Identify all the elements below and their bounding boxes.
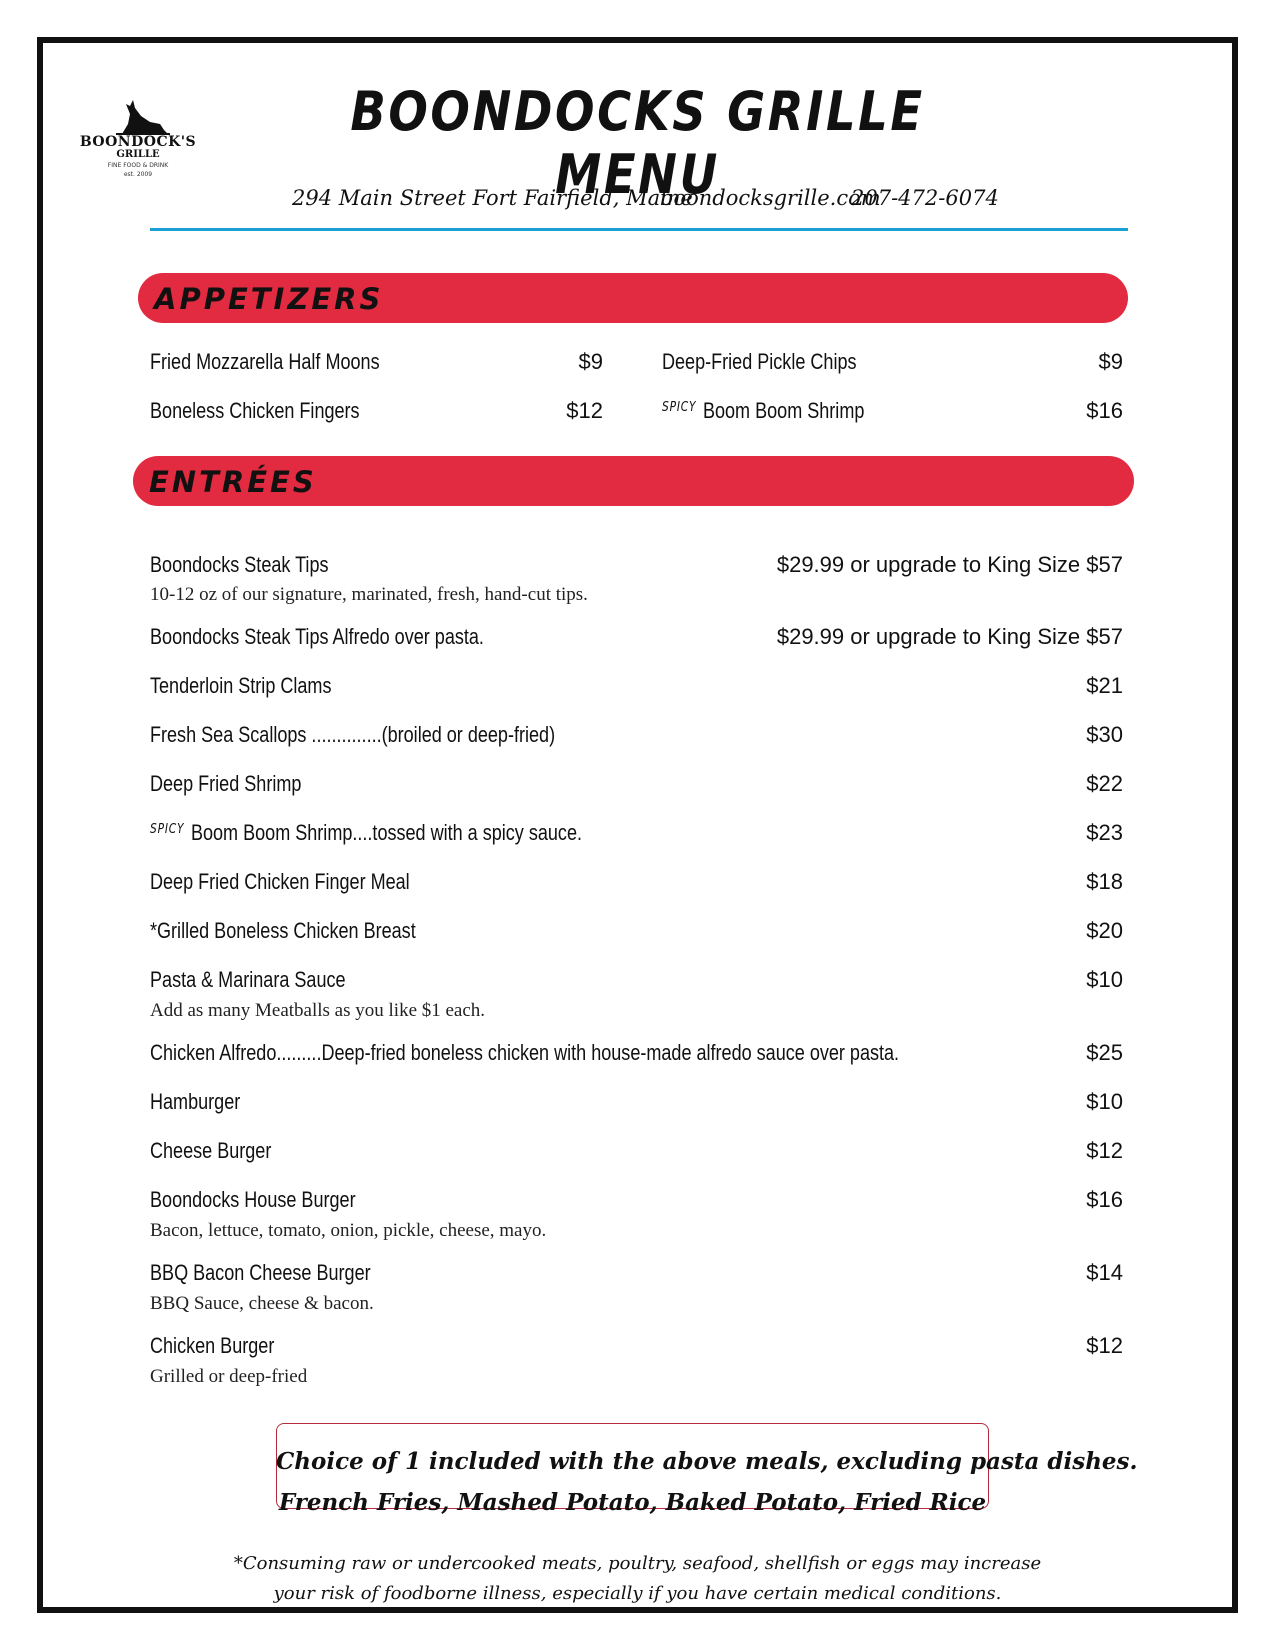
entree-name: Boom Boom Shrimp....tossed with a spicy sauce. <box>190 820 582 845</box>
entree-price: $18 <box>1086 869 1123 894</box>
appetizer-name: Fried Mozzarella Half Moons <box>150 349 380 374</box>
entree-name: Boondocks Steak Tips <box>150 552 329 577</box>
entree-name: Chicken Alfredo.........Deep-fried boneless chicken with house-made alfredo sauce over pasta. <box>150 1040 900 1065</box>
entree-price: $22 <box>1086 771 1123 796</box>
website-link[interactable]: boondocksgrille.com <box>660 186 881 210</box>
entree-name: BBQ Bacon Cheese Burger <box>150 1260 371 1285</box>
phone-number[interactable]: 207-472-6074 <box>851 186 999 210</box>
sides-options: French Fries, Mashed Potato, Baked Potato, Fried Rice <box>278 1489 987 1516</box>
header-divider <box>150 228 1128 231</box>
logo-tagline: FINE FOOD & DRINK <box>107 162 169 169</box>
entree-description: Grilled or deep-fried <box>150 1366 308 1387</box>
logo-est: est. 2009 <box>123 171 153 178</box>
entree-price: $12 <box>1086 1333 1123 1358</box>
appetizers-header <box>138 273 1128 323</box>
entree-price: $20 <box>1086 918 1123 943</box>
entree-price: $14 <box>1086 1260 1123 1285</box>
logo-name: BOONDOCK'S <box>79 134 197 150</box>
health-disclaimer: your risk of foodborne illness, especially if you have certain medical conditions. <box>273 1583 1002 1604</box>
entree-description: BBQ Sauce, cheese & bacon. <box>150 1293 374 1314</box>
address: 294 Main Street Fort Fairfield, Maine <box>292 186 693 210</box>
entree-item <box>150 820 582 846</box>
entree-name: Hamburger <box>150 1089 241 1114</box>
entree-name: Cheese Burger <box>150 1138 272 1163</box>
entrees-header <box>133 456 1134 506</box>
entree-name: *Grilled Boneless Chicken Breast <box>150 918 416 943</box>
logo-sub: GRILLE <box>116 149 160 160</box>
entree-name: Fresh Sea Scallops ..............(broiled or deep-fried) <box>150 722 556 747</box>
entree-name: Tenderloin Strip Clams <box>150 673 332 698</box>
entree-price: $10 <box>1086 967 1123 992</box>
entree-price: $10 <box>1086 1089 1123 1114</box>
entree-description: 10-12 oz of our signature, marinated, fresh, hand-cut tips. <box>150 584 588 605</box>
sides-note: Choice of 1 included with the above meals, excluding pasta dishes. <box>276 1448 1138 1475</box>
entree-price: $23 <box>1086 820 1123 845</box>
wolf-icon <box>78 96 198 136</box>
entree-price: $12 <box>1086 1138 1123 1163</box>
appetizers-heading: APPETIZERS <box>154 282 384 316</box>
entree-name: Boondocks House Burger <box>150 1187 356 1212</box>
appetizer-name: Boom Boom Shrimp <box>702 398 865 423</box>
entree-name: Chicken Burger <box>150 1333 275 1358</box>
appetizer-price: $16 <box>1086 398 1123 423</box>
spicy-label: SPICY <box>662 400 697 415</box>
entree-description: Bacon, lettuce, tomato, onion, pickle, cheese, mayo. <box>150 1220 547 1241</box>
entree-name: Boondocks Steak Tips Alfredo over pasta. <box>150 624 484 649</box>
entree-price: $25 <box>1086 1040 1123 1065</box>
entree-price: $30 <box>1086 722 1123 747</box>
appetizer-price: $12 <box>566 398 603 423</box>
entree-name: Deep Fried Shrimp <box>150 771 302 796</box>
logo <box>78 96 198 186</box>
entree-price: $16 <box>1086 1187 1123 1212</box>
entree-name: Pasta & Marinara Sauce <box>150 967 346 992</box>
entree-name: Deep Fried Chicken Finger Meal <box>150 869 410 894</box>
entree-price: $29.99 or upgrade to King Size $57 <box>776 624 1123 649</box>
appetizer-price: $9 <box>578 349 603 374</box>
entree-description: Add as many Meatballs as you like $1 each. <box>150 1000 486 1021</box>
appetizer-name: Deep-Fried Pickle Chips <box>662 349 857 374</box>
spicy-label: SPICY <box>150 822 185 837</box>
page-title: BOONDOCKS GRILLE MENU <box>350 80 925 206</box>
health-disclaimer: *Consuming raw or undercooked meats, poultry, seafood, shellfish or eggs may increase <box>233 1553 1042 1574</box>
entrees-heading: ENTRÉES <box>149 465 317 499</box>
appetizer-item <box>662 398 864 424</box>
appetizer-price: $9 <box>1098 349 1123 374</box>
entree-price: $29.99 or upgrade to King Size $57 <box>776 552 1123 577</box>
appetizer-name: Boneless Chicken Fingers <box>150 398 360 423</box>
entree-price: $21 <box>1086 673 1123 698</box>
